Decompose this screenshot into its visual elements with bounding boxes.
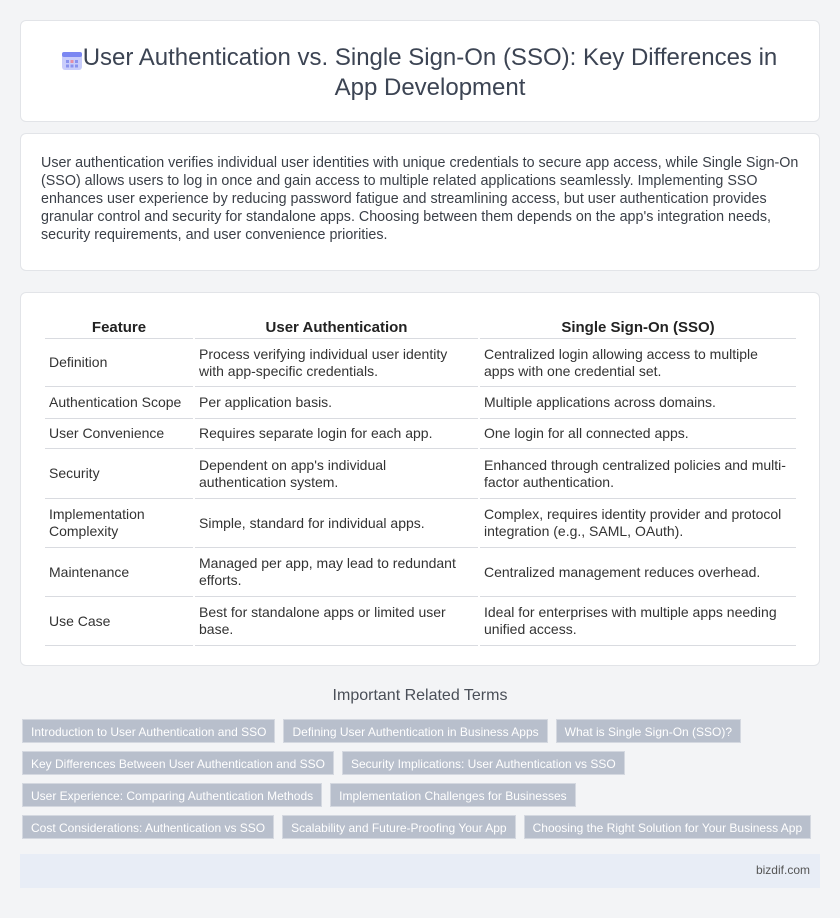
feature-cell: Maintenance bbox=[45, 548, 193, 597]
related-term-link[interactable]: Introduction to User Authentication and SSO bbox=[22, 719, 275, 743]
feature-cell: Use Case bbox=[45, 597, 193, 646]
sso-cell: Centralized login allowing access to multiple apps with one credential set. bbox=[480, 339, 796, 387]
table-row bbox=[45, 499, 796, 548]
related-term-link[interactable]: Scalability and Future-Proofing Your App bbox=[282, 815, 515, 839]
header-sso: Single Sign-On (SSO) bbox=[480, 317, 796, 339]
feature-cell: Security bbox=[45, 449, 193, 499]
page-title: User Authentication vs. Single Sign-On (SSO): Key Differences in App Development bbox=[82, 44, 778, 101]
feature-cell: Authentication Scope bbox=[45, 387, 193, 419]
table-row bbox=[45, 449, 796, 499]
tag-row bbox=[22, 751, 822, 775]
related-term-link[interactable]: What is Single Sign-On (SSO)? bbox=[556, 719, 741, 743]
feature-cell: User Convenience bbox=[45, 419, 193, 449]
related-term-link[interactable]: Defining User Authentication in Business Apps bbox=[283, 719, 547, 743]
table-row bbox=[45, 597, 796, 646]
related-term-link[interactable]: Cost Considerations: Authentication vs SSO bbox=[22, 815, 274, 839]
table-row bbox=[45, 387, 796, 419]
sso-cell: Enhanced through centralized policies and multi-factor authentication. bbox=[480, 449, 796, 499]
intro-card bbox=[20, 133, 820, 271]
user-auth-cell: Requires separate login for each app. bbox=[195, 419, 478, 449]
related-terms-heading: Important Related Terms bbox=[332, 687, 508, 704]
comparison-card bbox=[20, 292, 820, 666]
footer bbox=[20, 854, 820, 888]
footer-site-link[interactable]: bizdif.com bbox=[755, 863, 810, 877]
table-row bbox=[45, 339, 796, 387]
related-terms-list bbox=[22, 719, 822, 847]
user-auth-cell: Per application basis. bbox=[195, 387, 478, 419]
table-row bbox=[45, 548, 796, 597]
tag-row bbox=[22, 783, 822, 807]
sso-cell: One login for all connected apps. bbox=[480, 419, 796, 449]
related-term-link[interactable]: Key Differences Between User Authentication and SSO bbox=[22, 751, 334, 775]
feature-cell: Implementation Complexity bbox=[45, 499, 193, 548]
feature-cell: Definition bbox=[45, 339, 193, 387]
header-feature: Feature bbox=[45, 317, 193, 339]
user-auth-cell: Process verifying individual user identity with app-specific credentials. bbox=[195, 339, 478, 387]
user-auth-cell: Best for standalone apps or limited user base. bbox=[195, 597, 478, 646]
tag-row bbox=[22, 719, 822, 743]
table-header-row bbox=[45, 317, 796, 339]
user-auth-cell: Simple, standard for individual apps. bbox=[195, 499, 478, 548]
header-user-authentication: User Authentication bbox=[195, 317, 478, 339]
related-term-link[interactable]: Choosing the Right Solution for Your Business App bbox=[524, 815, 812, 839]
sso-cell: Multiple applications across domains. bbox=[480, 387, 796, 419]
tag-row bbox=[22, 815, 822, 839]
related-term-link[interactable]: Implementation Challenges for Businesses bbox=[330, 783, 575, 807]
related-term-link[interactable]: Security Implications: User Authentication vs SSO bbox=[342, 751, 625, 775]
related-term-link[interactable]: User Experience: Comparing Authentication Methods bbox=[22, 783, 322, 807]
sso-cell: Complex, requires identity provider and protocol integration (e.g., SAML, OAuth). bbox=[480, 499, 796, 548]
user-auth-cell: Managed per app, may lead to redundant efforts. bbox=[195, 548, 478, 597]
user-auth-cell: Dependent on app's individual authentication system. bbox=[195, 449, 478, 499]
sso-cell: Ideal for enterprises with multiple apps needing unified access. bbox=[480, 597, 796, 646]
title-card bbox=[20, 20, 820, 122]
comparison-table bbox=[43, 317, 798, 646]
intro-paragraph: User authentication verifies individual user identities with unique credentials to secure app access, while Single Sign-On (SSO) allows users to log in once and gain access to multiple related applications seamlessly. Implementing SSO enhances user experience by reducing password fatigue and streamlining access, but user authentication provides granular control and security for standalone apps. Choosing between them depends on the app's integration needs, security requirements, and user convenience priorities. bbox=[41, 155, 799, 243]
sso-cell: Centralized management reduces overhead. bbox=[480, 548, 796, 597]
table-row bbox=[45, 419, 796, 449]
